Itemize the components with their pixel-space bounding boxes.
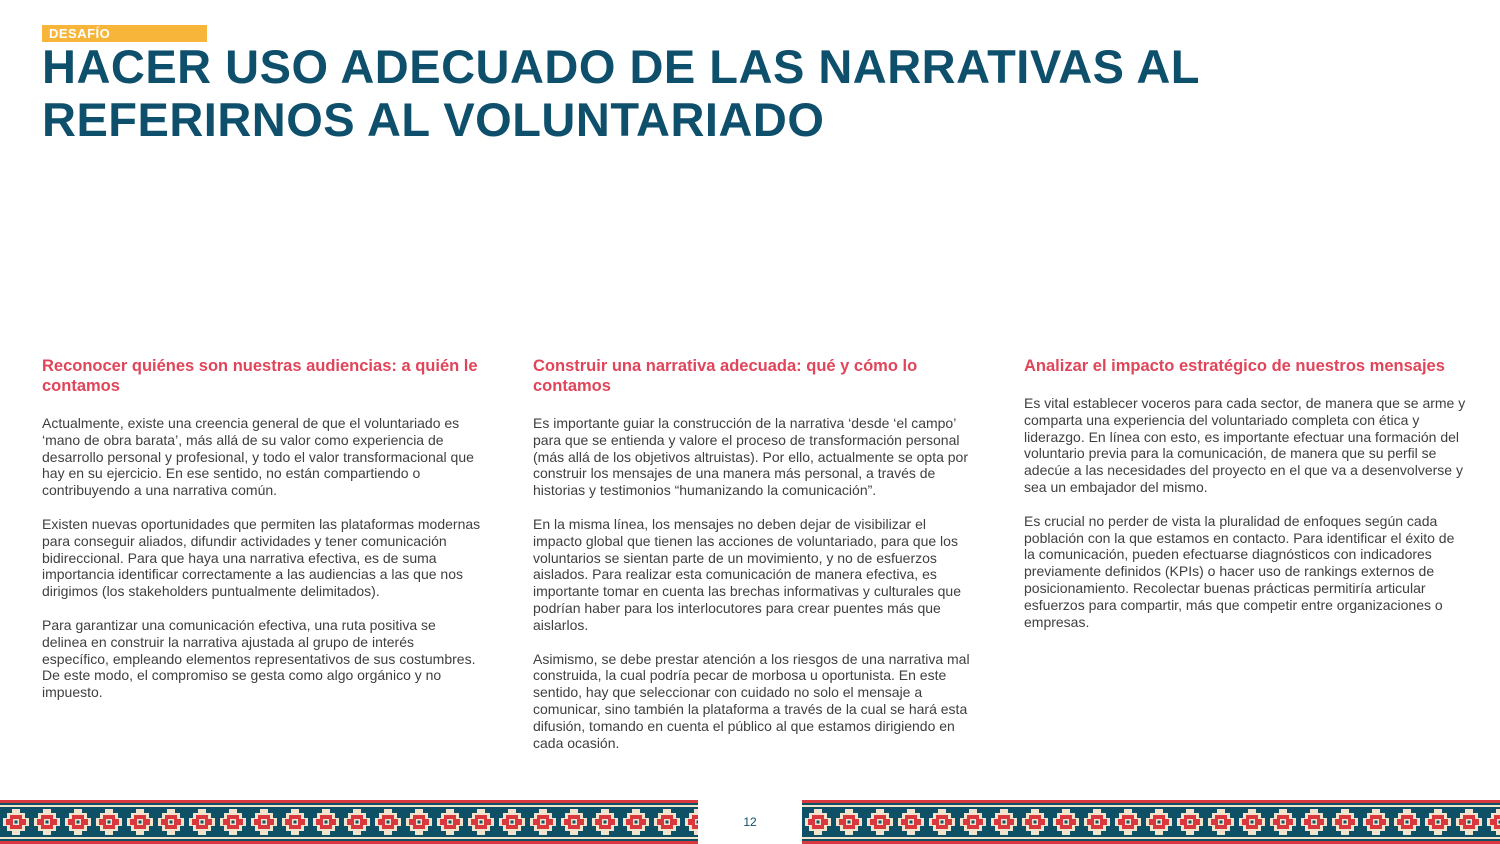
column-paragraph: Para garantizar una comunicación efectiva, una ruta positiva se delinea en construir la narrativa ajustada al grupo de interés específico, empleando elementos representativos de sus costumbres. De este modo, el compromiso se gesta como algo orgánico y no impuesto.	[42, 616, 476, 701]
decorative-pattern-band-left	[0, 800, 698, 844]
column-heading: Reconocer quiénes son nuestras audiencias: a quién le contamos	[42, 357, 478, 395]
column-heading: Analizar el impacto estratégico de nuestros mensajes	[1024, 357, 1445, 375]
column-paragraph: En la misma línea, los mensajes no deben dejar de visibilizar el impacto global que tienen las acciones de voluntariado, para que los voluntarios se sientan parte de un movimiento, y no de esfuerzos aislados. Para realizar esta comunicación de manera efectiva, es importante tomar en cuenta las brechas informativas y culturales que podrían haber para los interlocutores para crear puentes más que aislarlos.	[533, 515, 961, 633]
page-number: 12	[743, 815, 757, 829]
section-tag: DESAFÍO	[42, 25, 207, 42]
column-paragraph: Es importante guiar la construcción de la narrativa ‘desde ‘el campo’ para que se entienda y valore el proceso de transformación personal (más allá de los objetivos altruistas). Por ello, actualmente se opta por construir los mensajes de una manera más personal, a través de historias y testimonios “humanizando la comunicación”.	[533, 415, 968, 499]
column-paragraph: Es vital establecer voceros para cada sector, de manera que se arme y comparta una experiencia del voluntariado completa con ética y liderazgo. En línea con esto, es importante efectuar una formación del voluntario previa para la comunicación, de manera que su perfil se adecúe a las necesidades del proyecto en el que va a desenvolverse y sea un embajador del mismo.	[1024, 395, 1466, 495]
column-heading: Construir una narrativa adecuada: qué y cómo lo contamos	[533, 357, 918, 395]
column-audiences	[42, 356, 482, 718]
decorative-pattern-band-right	[802, 800, 1500, 844]
column-paragraph: Existen nuevas oportunidades que permiten las plataformas modernas para conseguir aliados, difundir actividades y tener comunicación bidireccional. Para que haya una narrativa efectiva, es de suma importancia identificar correctamente a las audiencias a las que nos dirigimos (los stakeholders puntualmente delimitados).	[42, 515, 481, 600]
column-impact	[1024, 356, 1469, 647]
column-paragraph: Asimismo, se debe prestar atención a los riesgos de una narrativa mal construida, la cual podría pecar de morbosa u oportunista. En este sentido, hay que seleccionar con cuidado no solo el mensaje a comunicar, sino también la plataforma a través de la cual se hará esta difusión, tomando en cuenta el público al que estamos dirigiendo en cada ocasión.	[533, 650, 970, 751]
column-paragraph: Actualmente, existe una creencia general de que el voluntariado es ‘mano de obra barata’, más allá de su valor como experiencia de desarrollo personal y profesional, y todo el valor transformacional que hay en su ejercicio. En ese sentido, no están compartiendo o contribuyendo a una narrativa común.	[42, 415, 474, 499]
column-narrative	[533, 356, 973, 768]
column-paragraph: Es crucial no perder de vista la pluralidad de enfoques según cada población con la que estamos en contacto. Para identificar el éxito de la comunicación, pueden efectuarse diagnósticos con indicadores previamente definidos (KPIs) o hacer uso de rankings externos de posicionamiento. Recolectar buenas prácticas permitiría articular esfuerzos para compartir, más que competir entre organizaciones o empresas.	[1024, 512, 1455, 630]
page-title: HACER USO ADECUADO DE LAS NARRATIVAS AL REFERIRNOS AL VOLUNTARIADO	[42, 40, 1200, 146]
